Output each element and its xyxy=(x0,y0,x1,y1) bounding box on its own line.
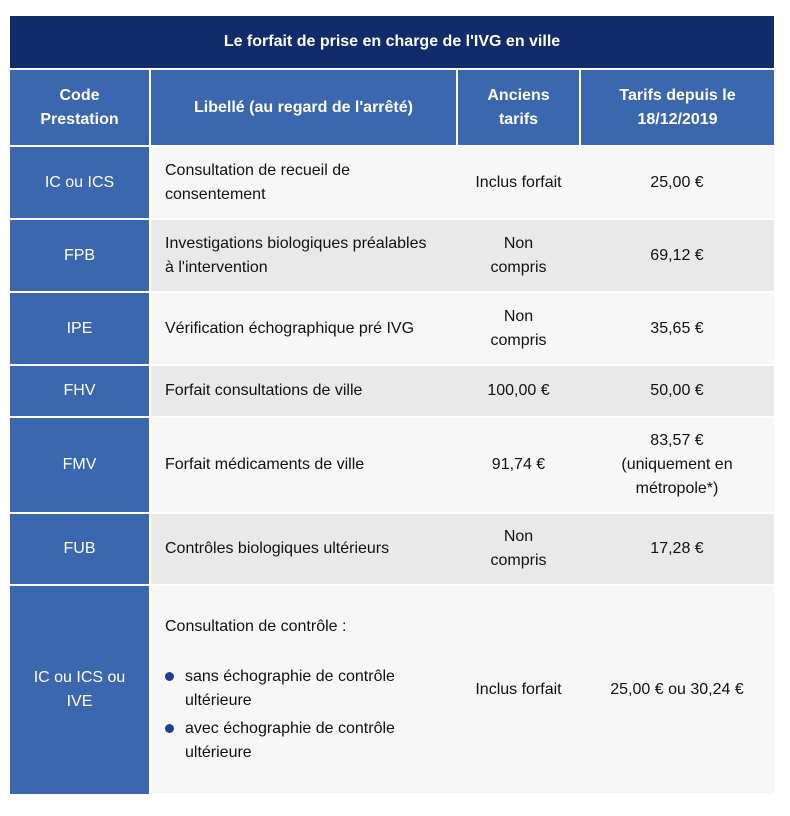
code-cell: IC ou ICS xyxy=(10,146,150,219)
old-tariff-cell: 91,74 € xyxy=(457,417,580,513)
old-tariff-cell: Inclus forfait xyxy=(457,146,580,219)
bullet-icon xyxy=(165,724,174,733)
label-cell: Forfait consultations de ville xyxy=(150,365,457,417)
list-item: avec échographie de contrôle ultérieure xyxy=(165,717,447,765)
label-cell: Vérification échographique pré IVG xyxy=(150,292,457,365)
table-row xyxy=(10,219,774,292)
table-row xyxy=(10,585,774,795)
old-tariff-cell: Non compris xyxy=(457,513,580,585)
old-tariff-cell: 100,00 € xyxy=(457,365,580,417)
code-cell: FPB xyxy=(10,219,150,292)
label-cell: Forfait médicaments de ville xyxy=(150,417,457,513)
header-label: Libellé (au regard de l'arrêté) xyxy=(150,70,457,146)
bullet-icon xyxy=(165,672,174,681)
tariff-table xyxy=(10,70,774,796)
header-old-tariffs: Anciens tarifs xyxy=(457,70,580,146)
old-tariff-cell: Non compris xyxy=(457,219,580,292)
new-tariff-cell: 69,12 € xyxy=(580,219,774,292)
new-tariff-cell: 50,00 € xyxy=(580,365,774,417)
control-consultation-intro: Consultation de contrôle : xyxy=(165,618,347,635)
code-cell: FMV xyxy=(10,417,150,513)
new-tariff-cell: 25,00 € ou 30,24 € xyxy=(580,585,774,795)
table-row xyxy=(10,292,774,365)
table-row xyxy=(10,146,774,219)
code-cell: IC ou ICS ou IVE xyxy=(10,585,150,795)
old-tariff-cell: Inclus forfait xyxy=(457,585,580,795)
new-tariff-cell: 25,00 € xyxy=(580,146,774,219)
label-cell: Investigations biologiques préalables à l'intervention xyxy=(150,219,457,292)
header-row xyxy=(10,70,774,146)
new-tariff-cell: 35,65 € xyxy=(580,292,774,365)
code-cell: IPE xyxy=(10,292,150,365)
code-cell: FHV xyxy=(10,365,150,417)
table-title: Le forfait de prise en charge de l'IVG en ville xyxy=(10,16,774,70)
table-row xyxy=(10,513,774,585)
ivg-tariff-table-container xyxy=(10,16,774,796)
table-row xyxy=(10,417,774,513)
table-row xyxy=(10,365,774,417)
list-item: sans échographie de contrôle ultérieure xyxy=(165,665,447,713)
old-tariff-cell: Non compris xyxy=(457,292,580,365)
label-cell xyxy=(150,585,457,795)
header-code: Code Prestation xyxy=(10,70,150,146)
new-tariff-cell: 83,57 € (uniquement en métropole*) xyxy=(580,417,774,513)
new-tariff-cell: 17,28 € xyxy=(580,513,774,585)
label-cell: Consultation de recueil de consentement xyxy=(150,146,457,219)
bullet-list xyxy=(165,665,447,765)
code-cell: FUB xyxy=(10,513,150,585)
label-cell: Contrôles biologiques ultérieurs xyxy=(150,513,457,585)
header-new-tariffs: Tarifs depuis le 18/12/2019 xyxy=(580,70,774,146)
